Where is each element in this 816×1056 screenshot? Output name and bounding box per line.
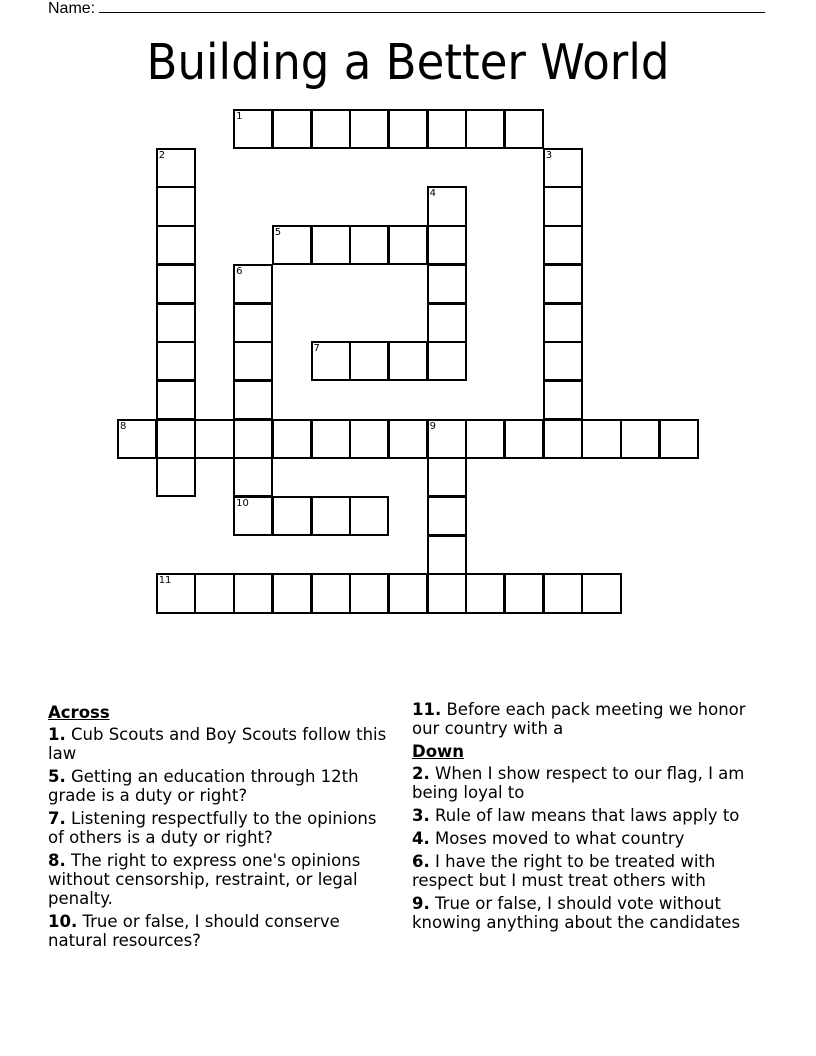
- crossword-cell[interactable]: [427, 186, 467, 226]
- crossword-cell[interactable]: [465, 573, 505, 613]
- crossword-cell[interactable]: [504, 419, 544, 459]
- clue-down-3: 3. Rule of law means that laws apply to: [412, 806, 740, 825]
- crossword-cell[interactable]: [427, 573, 467, 613]
- clue-down-9: 9. True or false, I should vote without knowing anything about the candidates: [412, 894, 741, 932]
- crossword-cell[interactable]: [349, 496, 389, 536]
- crossword-cell[interactable]: [272, 109, 312, 149]
- crossword-cell[interactable]: [427, 341, 467, 381]
- crossword-cell[interactable]: [233, 264, 273, 304]
- crossword-cell[interactable]: [388, 225, 428, 265]
- clue-across-11: 11. Before each pack meeting we honor our country with a: [412, 700, 746, 738]
- crossword-cell[interactable]: [349, 225, 389, 265]
- crossword-cell[interactable]: [543, 303, 583, 343]
- crossword-cell[interactable]: [272, 419, 312, 459]
- crossword-cell[interactable]: [233, 303, 273, 343]
- crossword-cell[interactable]: [504, 573, 544, 613]
- clue-across-10: 10. True or false, I should conserve natural resources?: [48, 912, 340, 950]
- clue-across-8: 8. The right to express one's opinions without censorship, restraint, or legal penalty.: [48, 851, 361, 908]
- crossword-cell[interactable]: [427, 225, 467, 265]
- clue-down-2: 2. When I show respect to our flag, I am being loyal to: [412, 764, 745, 802]
- clue-number: 11: [158, 575, 172, 587]
- crossword-cell[interactable]: [427, 457, 467, 497]
- crossword-cell[interactable]: [233, 496, 273, 536]
- crossword-cell[interactable]: [272, 496, 312, 536]
- crossword-cell[interactable]: [465, 109, 505, 149]
- crossword-cell[interactable]: [543, 573, 583, 613]
- page-title: Building a Better World: [146, 34, 670, 91]
- crossword-cell[interactable]: [388, 419, 428, 459]
- clue-number: 3: [545, 149, 553, 161]
- crossword-cell[interactable]: [543, 341, 583, 381]
- crossword-cell[interactable]: [156, 264, 196, 304]
- crossword-cell[interactable]: [504, 109, 544, 149]
- crossword-cell[interactable]: [311, 341, 351, 381]
- clues-column-left: [48, 700, 393, 954]
- down-heading: Down: [412, 742, 465, 761]
- clue-number: 2: [158, 149, 166, 161]
- crossword-cell[interactable]: [388, 341, 428, 381]
- crossword-cell[interactable]: [311, 109, 351, 149]
- crossword-cell[interactable]: [311, 419, 351, 459]
- crossword-cell[interactable]: [272, 573, 312, 613]
- across-heading: Across: [48, 703, 110, 722]
- crossword-cell[interactable]: [233, 457, 273, 497]
- clue-down-6: 6. I have the right to be treated with respect but I must treat others with: [412, 852, 716, 890]
- crossword-cell[interactable]: [156, 419, 196, 459]
- crossword-cell[interactable]: [427, 419, 467, 459]
- crossword-cell[interactable]: [543, 419, 583, 459]
- crossword-cell[interactable]: [581, 573, 621, 613]
- crossword-cell[interactable]: [156, 341, 196, 381]
- crossword-cell[interactable]: [156, 380, 196, 420]
- crossword-cell[interactable]: [156, 303, 196, 343]
- crossword-cell[interactable]: [349, 341, 389, 381]
- clue-number: 7: [313, 343, 320, 355]
- crossword-cell[interactable]: [233, 573, 273, 613]
- crossword-cell[interactable]: [465, 419, 505, 459]
- crossword-cell[interactable]: [543, 186, 583, 226]
- clues-column-right: [412, 700, 772, 936]
- crossword-cell[interactable]: [156, 573, 196, 613]
- crossword-cell[interactable]: [272, 225, 312, 265]
- crossword-cell[interactable]: [156, 148, 196, 188]
- crossword-cell[interactable]: [620, 419, 660, 459]
- crossword-cell[interactable]: [156, 457, 196, 497]
- crossword-cell[interactable]: [349, 573, 389, 613]
- crossword-cell[interactable]: [194, 419, 234, 459]
- clue-across-5: 5. Getting an education through 12th grade is a duty or right?: [48, 767, 359, 805]
- crossword-cell[interactable]: [581, 419, 621, 459]
- crossword-cell[interactable]: [311, 573, 351, 613]
- crossword-cell[interactable]: [349, 109, 389, 149]
- clue-across-7: 7. Listening respectfully to the opinions of others is a duty or right?: [48, 809, 377, 847]
- crossword-cell[interactable]: [156, 186, 196, 226]
- crossword-cell[interactable]: [543, 380, 583, 420]
- crossword-cell[interactable]: [659, 419, 699, 459]
- crossword-cell[interactable]: [349, 419, 389, 459]
- crossword-cell[interactable]: [233, 109, 273, 149]
- clue-number: 5: [274, 227, 282, 239]
- clue-number: 4: [429, 188, 436, 200]
- crossword-cell[interactable]: [233, 380, 273, 420]
- crossword-cell[interactable]: [427, 109, 467, 149]
- clue-down-4: 4. Moses moved to what country: [412, 829, 685, 848]
- crossword-cell[interactable]: [311, 496, 351, 536]
- clue-number: 6: [236, 265, 243, 277]
- name-label: Name:: [48, 0, 96, 17]
- crossword-cell[interactable]: [427, 264, 467, 304]
- crossword-cell[interactable]: [543, 225, 583, 265]
- crossword-cell[interactable]: [388, 573, 428, 613]
- crossword-cell[interactable]: [156, 225, 196, 265]
- clue-number: 8: [120, 420, 127, 432]
- crossword-cell[interactable]: [194, 573, 234, 613]
- crossword-cell[interactable]: [427, 496, 467, 536]
- crossword-cell[interactable]: [117, 419, 157, 459]
- crossword-cell[interactable]: [388, 109, 428, 149]
- crossword-cell[interactable]: [233, 341, 273, 381]
- clue-number: 9: [429, 420, 436, 432]
- crossword-cell[interactable]: [427, 535, 467, 575]
- crossword-cell[interactable]: [311, 225, 351, 265]
- clue-number: 1: [236, 111, 243, 122]
- crossword-cell[interactable]: [543, 264, 583, 304]
- crossword-cell[interactable]: [427, 303, 467, 343]
- crossword-cell[interactable]: [233, 419, 273, 459]
- clue-across-1: 1. Cub Scouts and Boy Scouts follow this law: [48, 725, 387, 763]
- crossword-cell[interactable]: [543, 148, 583, 188]
- clue-number: 10: [236, 498, 249, 509]
